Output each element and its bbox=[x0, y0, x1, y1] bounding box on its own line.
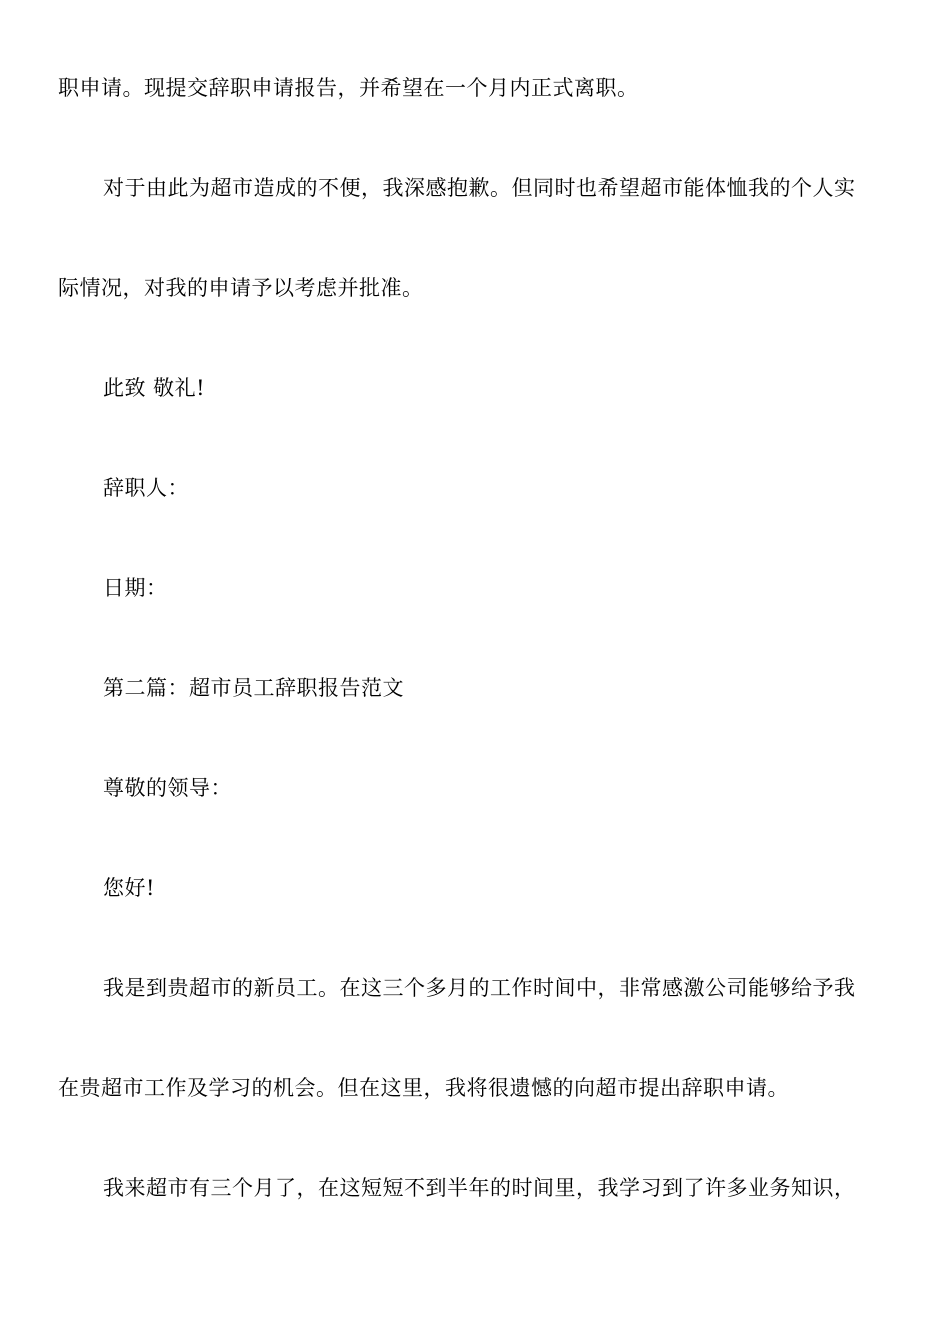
section-title: 第二篇：超市员工辞职报告范文 bbox=[103, 676, 404, 700]
paragraph-line-2: 对于由此为超市造成的不便，我深感抱歉。但同时也希望超市能体恤我的个人实 bbox=[103, 176, 856, 200]
paragraph-line-6: 我来超市有三个月了，在这短短不到半年的时间里，我学习到了许多业务知识， bbox=[103, 1176, 856, 1200]
paragraph-line-3: 际情况，对我的申请予以考虑并批准。 bbox=[58, 276, 424, 300]
closing-salutation: 此致 敬礼! bbox=[103, 376, 206, 400]
paragraph-line-1: 职申请。现提交辞职申请报告，并希望在一个月内正式离职。 bbox=[58, 76, 639, 100]
date-label: 日期： bbox=[103, 576, 168, 600]
signature-label: 辞职人： bbox=[103, 476, 189, 500]
greeting-hello: 您好! bbox=[103, 876, 155, 900]
paragraph-line-5: 在贵超市工作及学习的机会。但在这里，我将很遗憾的向超市提出辞职申请。 bbox=[58, 1076, 789, 1100]
greeting-line: 尊敬的领导： bbox=[103, 776, 232, 800]
paragraph-line-4: 我是到贵超市的新员工。在这三个多月的工作时间中，非常感激公司能够给予我 bbox=[103, 976, 856, 1000]
